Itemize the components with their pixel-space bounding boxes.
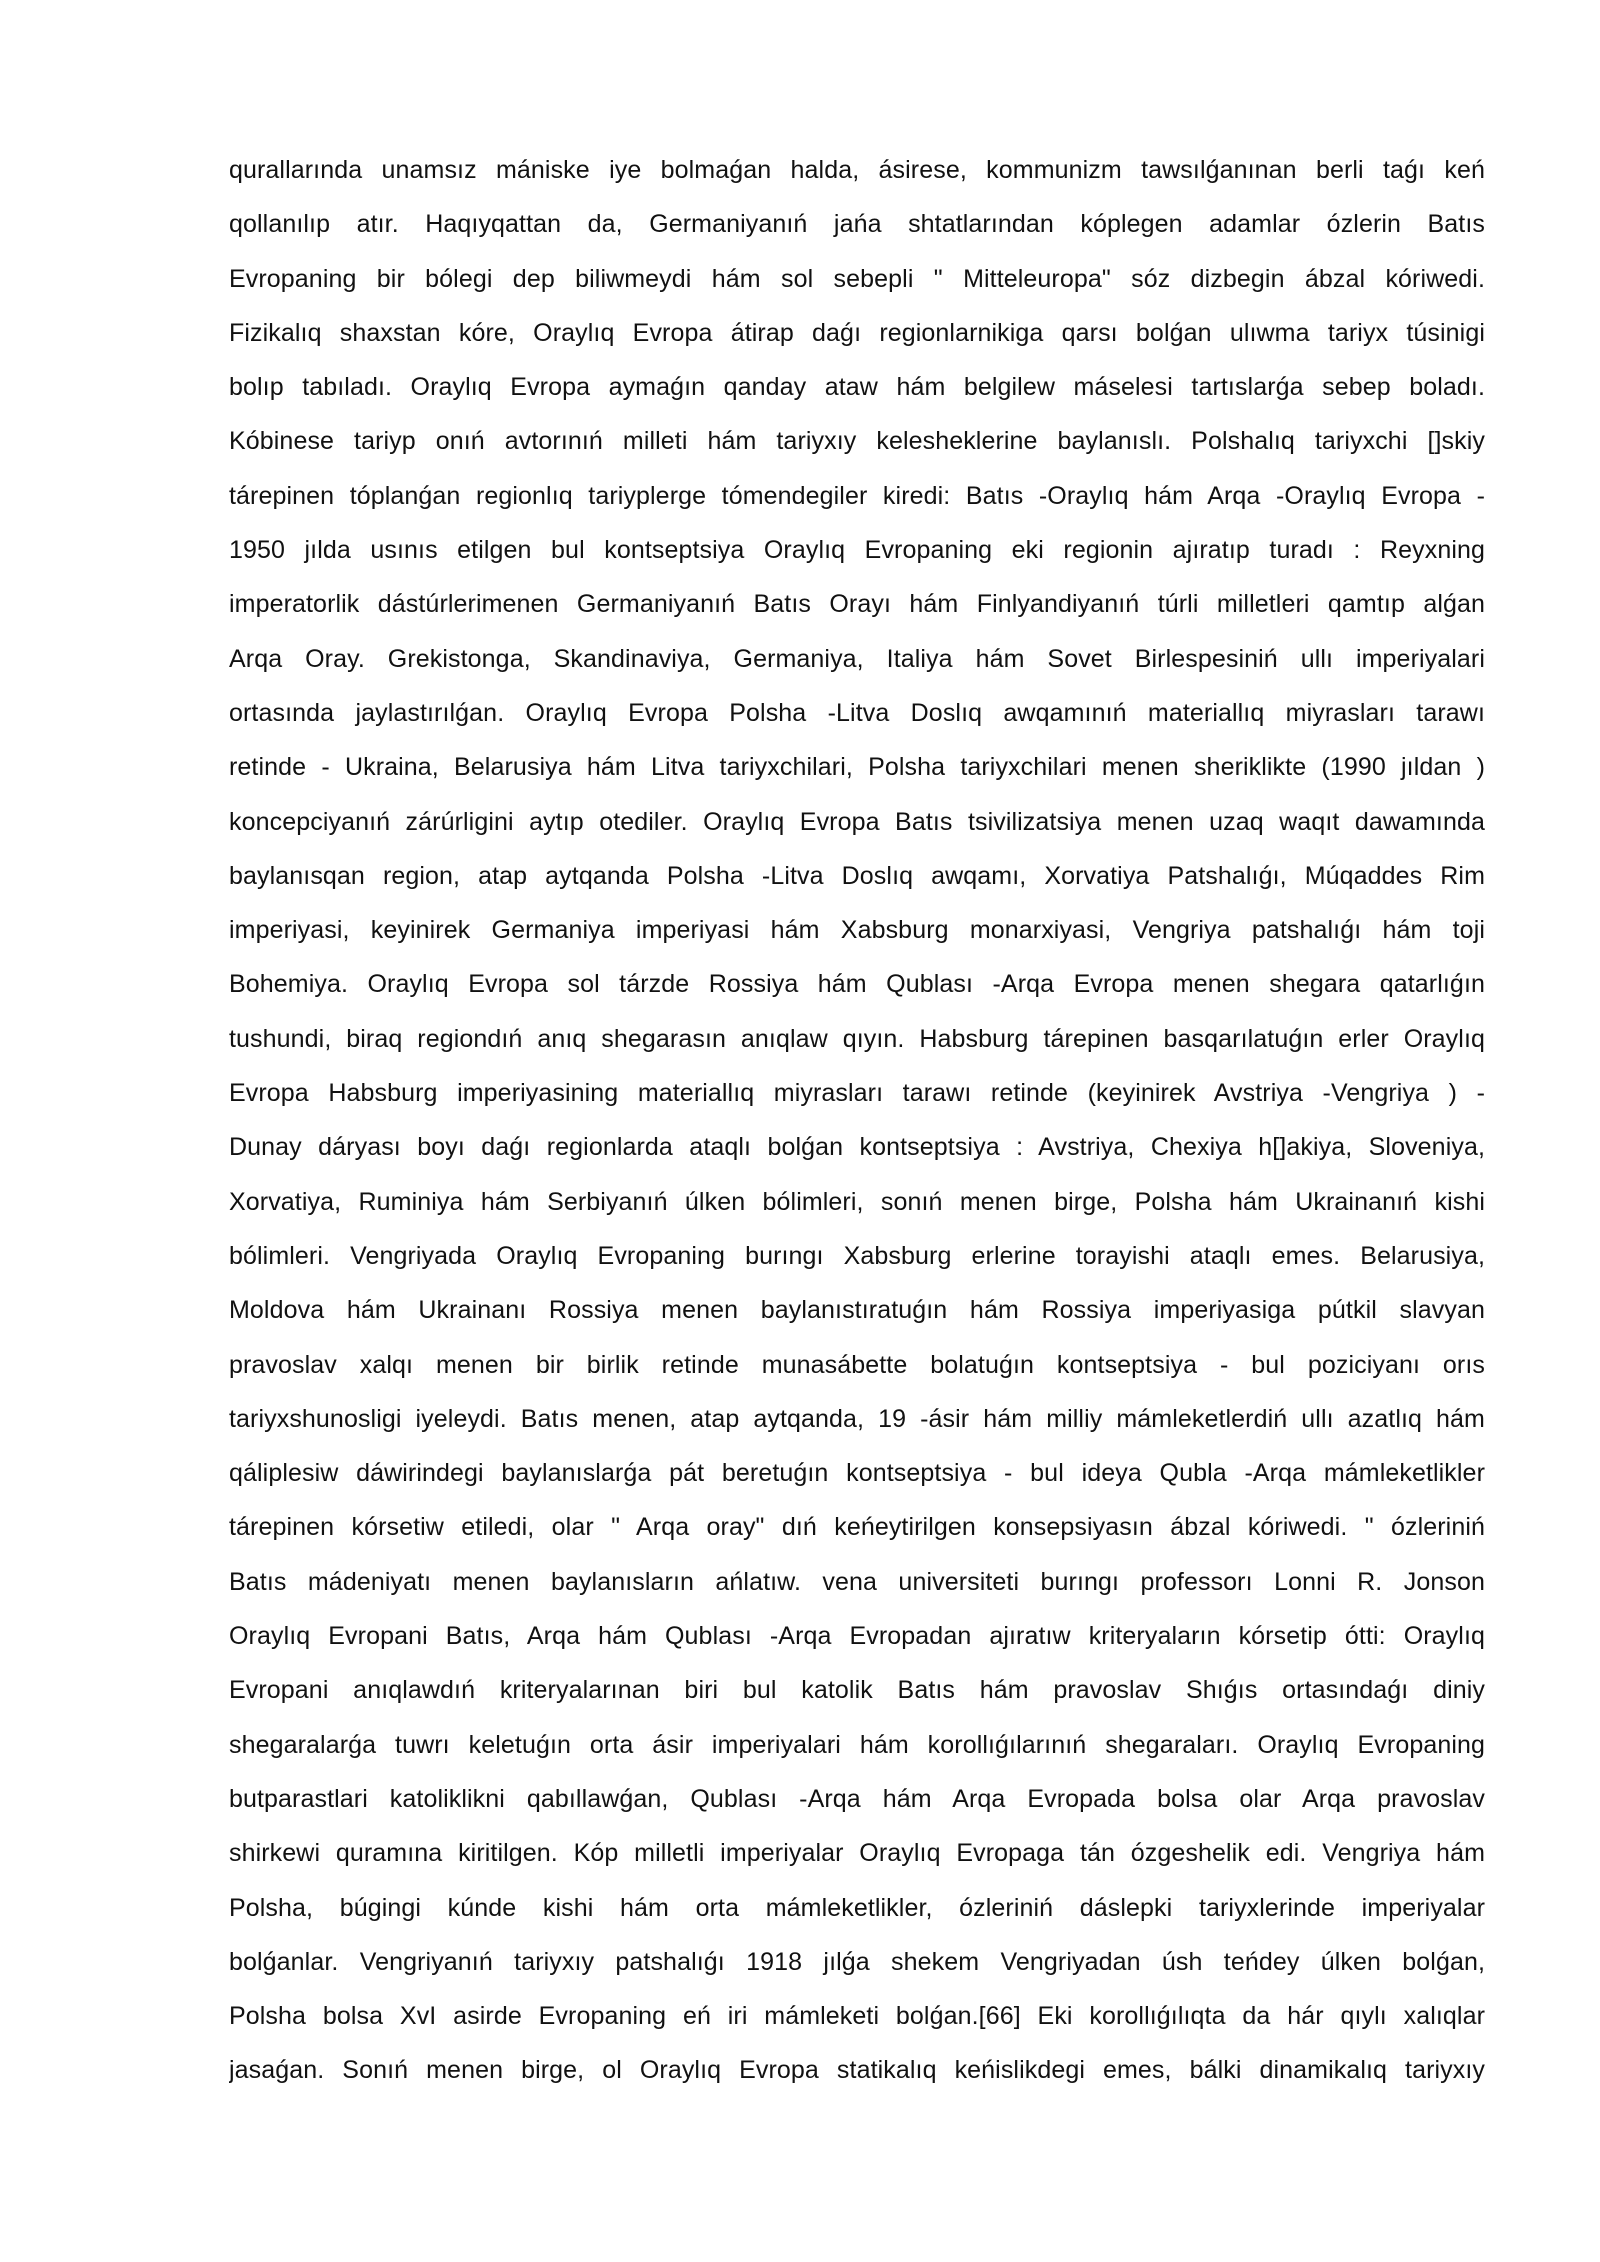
text-line: Dunay dáryası boyı daǵı regionlarda ataqlı bolǵan kontseptsiya : Avstriya, Chexiya h[]akiya, Sloveniya, [229, 1133, 1485, 1162]
text-line: Polsha bolsa XvI asirde Evropaning eń iri mámleketi bolǵan.[66] Eki korollıǵılıqta da hár qıylı xalıqlar [229, 2002, 1485, 2031]
text-line: bólimleri. Vengriyada Oraylıq Evropaning burıngı Xabsburg erlerine torayishi ataqlı emes. Belarusiya, [229, 1241, 1485, 1270]
text-line: tárepinen tóplanǵan regionlıq tariyplerge tómendegiler kiredi: Batıs -Oraylıq hám Arqa -Oraylıq Evropa - [229, 481, 1485, 510]
text-line: butparastlari katoliklikni qabıllawǵan, Qublası -Arqa hám Arqa Evropada bolsa olar Arqa pravoslav [229, 1784, 1485, 1813]
text-line: bolıp tabıladı. Oraylıq Evropa aymaǵın qanday ataw hám belgilew máselesi tartıslarǵa sebep boladı. [229, 373, 1485, 402]
text-line: Oraylıq Evropani Batıs, Arqa hám Qublası -Arqa Evropadan ajıratıw kriteryaların kórsetip ótti: Oraylıq [229, 1622, 1485, 1651]
text-line: shegaralarǵa tuwrı keletuǵın orta ásir imperiyalari hám korollıǵılarınıń shegaraları. Oraylıq Evropaning [229, 1730, 1485, 1759]
text-line: 1950 jılda usınıs etilgen bul kontseptsiya Oraylıq Evropaning eki regionin ajıratıp turadı : Reyxning [229, 536, 1485, 565]
text-line: ortasında jaylastırılǵan. Oraylıq Evropa Polsha -Litva Doslıq awqamınıń materiallıq miyrasları tarawı [229, 698, 1485, 727]
text-line: Arqa Oray. Grekistonga, Skandinaviya, Germaniya, Italiya hám Sovet Birlespesiniń ullı imperiyalari [229, 644, 1485, 673]
text-line: tariyxshunosligi iyeleydi. Batıs menen, atap aytqanda, 19 -ásir hám milliy mámleketlerdiń ullı azatlıq hám [229, 1404, 1485, 1433]
text-line: imperiyasi, keyinirek Germaniya imperiyasi hám Xabsburg monarxiyasi, Vengriya patshalıǵı hám toji [229, 916, 1485, 945]
text-line: Polsha, búgingi kúnde kishi hám orta mámleketlikler, ózleriniń dáslepki tariyxlerinde imperiyalar [229, 1893, 1485, 1922]
text-line: Moldova hám Ukrainanı Rossiya menen baylanıstıratuǵın hám Rossiya imperiyasiga pútkil slavyan [229, 1296, 1485, 1325]
text-line: tárepinen kórsetiw etiledi, olar " Arqa oray" dıń keńeytirilgen konsepsiyasın ábzal kóriwedi. " ózleriniń [229, 1513, 1485, 1542]
text-line: Evropani anıqlawdıń kriteryalarınan biri bul katolik Batıs hám pravoslav Shıǵıs ortasındaǵı diniy [229, 1676, 1485, 1705]
text-line: Bohemiya. Oraylıq Evropa sol tárzde Rossiya hám Qublası -Arqa Evropa menen shegara qatarlıǵın [229, 970, 1485, 999]
text-line: jasaǵan. Sonıń menen birge, ol Oraylıq Evropa statikalıq keńislikdegi emes, bálki dinamikalıq tariyxıy [229, 2056, 1485, 2085]
text-line: qurallarında unamsız mániske iye bolmaǵan halda, ásirese, kommunizm tawsılǵanınan berli taǵı keń [229, 156, 1485, 184]
text-line: qáliplesiw dáwirindegi baylanıslarǵa pát beretuǵın kontseptsiya - bul ideya Qubla -Arqa mámleketlikler [229, 1459, 1485, 1488]
text-line: koncepciyanıń zárúrligini aytıp otediler. Oraylıq Evropa Batıs tsivilizatsiya menen uzaq waqıt dawamında [229, 807, 1485, 836]
text-line: bolǵanlar. Vengriyanıń tariyxıy patshalıǵı 1918 jılǵa shekem Vengriyadan úsh teńdey úlken bolǵan, [229, 1947, 1485, 1976]
body-text [229, 150, 1485, 2105]
text-line: Evropaning bir bólegi dep biliwmeydi hám sol sebepli " Mitteleuropa" sóz dizbegin ábzal kóriwedi. [229, 264, 1485, 293]
text-line: Evropa Habsburg imperiyasining materiallıq miyrasları tarawı retinde (keyinirek Avstriya -Vengriya ) - [229, 1079, 1485, 1108]
text-line: Kóbinese tariyp onıń avtorınıń milleti hám tariyxıy kelesheklerine baylanıslı. Polshalıq tariyxchi []skiy [229, 427, 1485, 456]
text-line: tushundi, biraq regiondıń anıq shegarasın anıqlaw qıyın. Habsburg tárepinen basqarılatuǵın erler Oraylıq [229, 1024, 1485, 1053]
text-line: imperatorlik dástúrlerimenen Germaniyanıń Batıs Orayı hám Finlyandiyanıń túrli milletleri qamtıp alǵan [229, 590, 1485, 619]
text-line: qollanılıp atır. Haqıyqattan da, Germaniyanıń jańa shtatlarından kóplegen adamlar ózlerin Batıs [229, 210, 1485, 239]
text-line: Xorvatiya, Ruminiya hám Serbiyanıń úlken bólimleri, sonıń menen birge, Polsha hám Ukrainanıń kishi [229, 1187, 1485, 1216]
text-line: baylanısqan region, atap aytqanda Polsha -Litva Doslıq awqamı, Xorvatiya Patshalıǵı, Múqaddes Rim [229, 861, 1485, 890]
text-line: shirkewi quramına kiritilgen. Kóp milletli imperiyalar Oraylıq Evropaga tán ózgeshelik edi. Vengriya hám [229, 1839, 1485, 1868]
text-line: Batıs mádeniyatı menen baylanısların ańlatıw. vena universiteti burıngı professorı Lonni R. Jonson [229, 1567, 1485, 1596]
text-line: retinde - Ukraina, Belarusiya hám Litva tariyxchilari, Polsha tariyxchilari menen sheriklikte (1990 jıldan ) [229, 753, 1485, 782]
text-line: Fizikalıq shaxstan kóre, Oraylıq Evropa átirap daǵı regionlarnikiga qarsı bolǵan ulıwma tariyx túsinigi [229, 318, 1485, 347]
text-line: pravoslav xalqı menen bir birlik retinde munasábette bolatuǵın kontseptsiya - bul poziciyanı orıs [229, 1350, 1485, 1379]
